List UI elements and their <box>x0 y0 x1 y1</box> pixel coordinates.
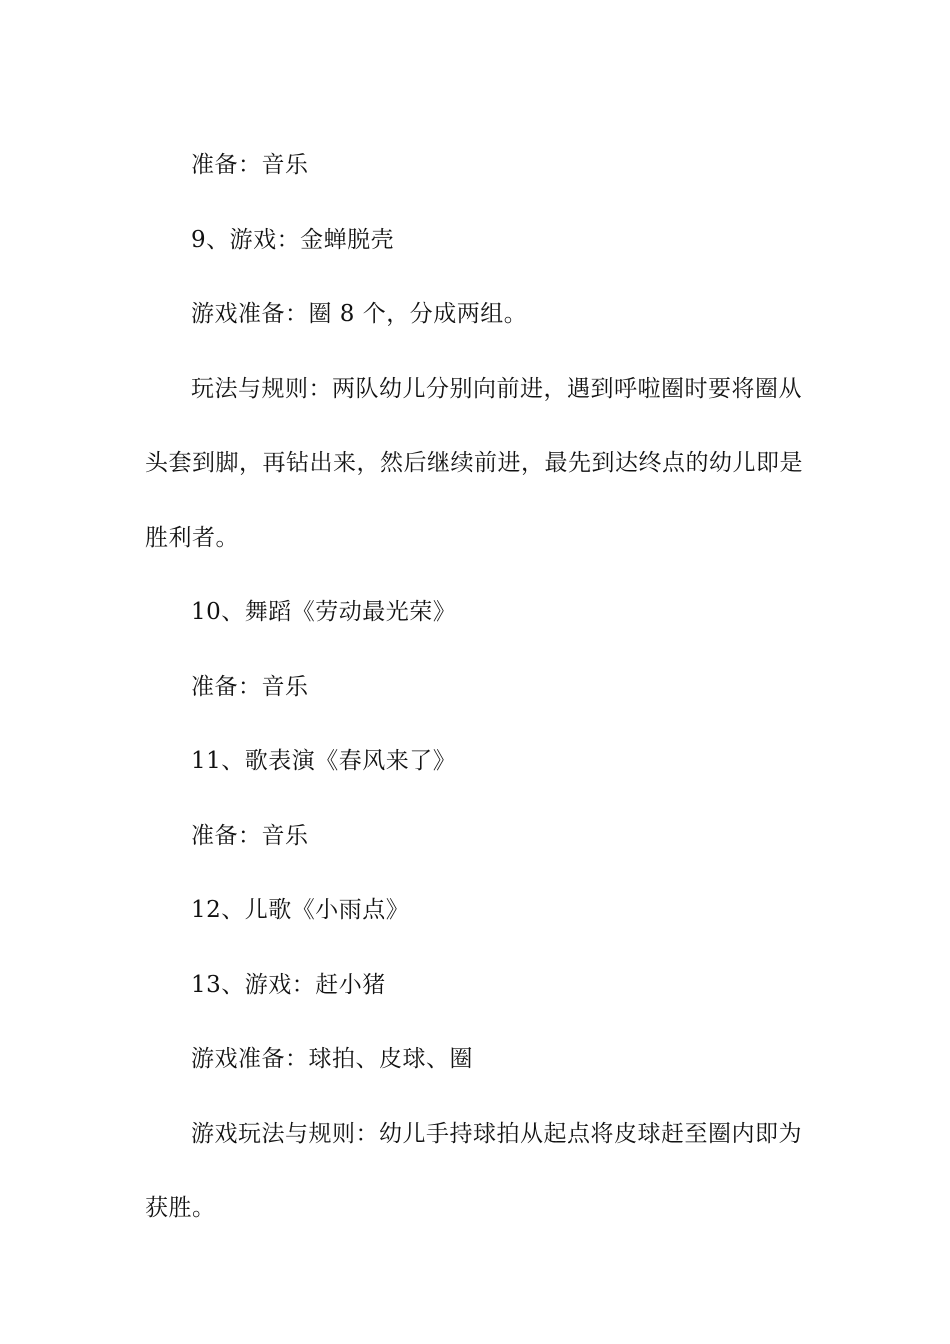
paragraph-rhyme-12-title: 12、儿歌《小雨点》 <box>191 897 410 923</box>
paragraph-game-9-rules: 玩法与规则：两队幼儿分别向前进，遇到呼啦圈时要将圈从头套到脚，再钻出来，然后继续前进，最先到达终点的幼儿即是胜利者。 <box>145 375 803 551</box>
document-body <box>145 128 805 1246</box>
paragraph-game-9-prep: 游戏准备：圈 8 个，分成两组。 <box>191 301 528 327</box>
paragraph-dance-10-title: 10、舞蹈《劳动最光荣》 <box>191 599 457 625</box>
paragraph-game-13-rules: 游戏玩法与规则：幼儿手持球拍从起点将皮球赶至圈内即为获胜。 <box>145 1120 802 1221</box>
paragraph-prep-music-1: 准备：音乐 <box>191 152 309 178</box>
paragraph-prep-music-2: 准备：音乐 <box>191 673 309 700</box>
paragraph-game-13-prep: 游戏准备：球拍、皮球、圈 <box>191 1046 473 1072</box>
paragraph-game-13-title: 13、游戏：赶小猪 <box>191 971 386 998</box>
paragraph-song-11-title: 11、歌表演《春风来了》 <box>191 748 457 774</box>
paragraph-prep-music-3: 准备：音乐 <box>191 822 309 849</box>
paragraph-game-9-title: 9、游戏：金蝉脱壳 <box>191 226 395 253</box>
